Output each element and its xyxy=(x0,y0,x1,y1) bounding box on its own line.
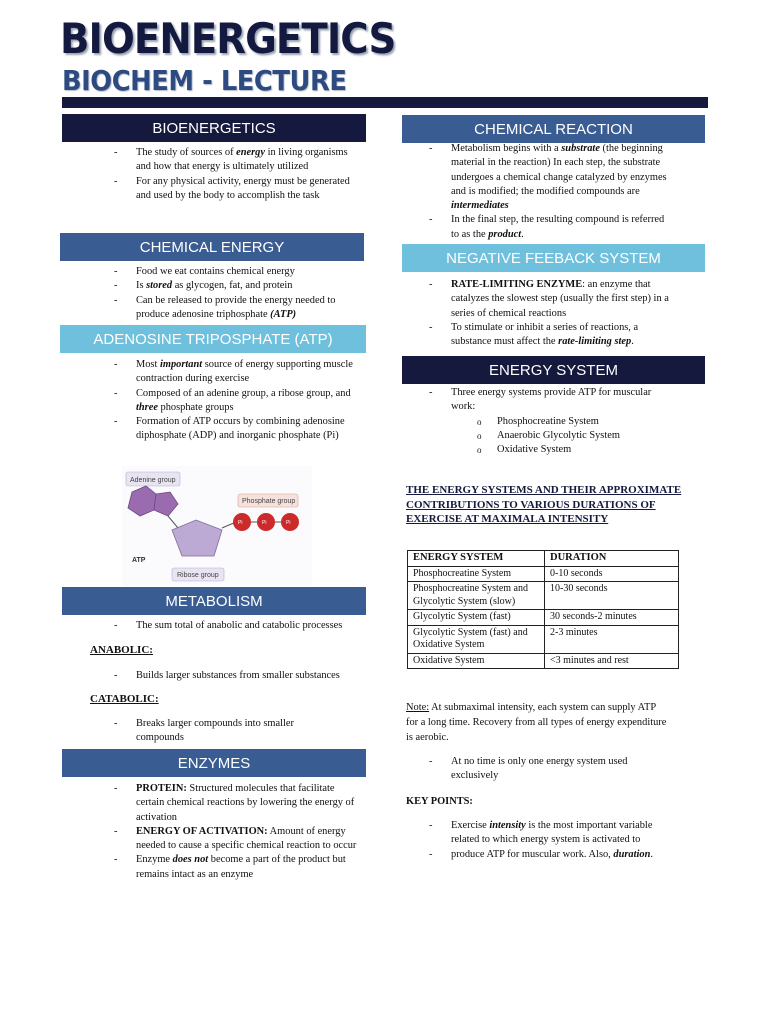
note-label: Note: xyxy=(406,702,430,713)
list-item: - Builds larger substances from smaller substances xyxy=(136,669,364,683)
list-item: - The study of sources of energy in living organisms and how that energy is ultimately utilized xyxy=(136,146,364,175)
list-item: - The sum total of anabolic and catabolic processes xyxy=(136,619,364,633)
list-item: - Breaks larger compounds into smaller compounds xyxy=(136,717,326,746)
list-item: - Is stored as glycogen, fat, and protein xyxy=(136,279,364,293)
list-item: - At no time is only one energy system used exclusively xyxy=(451,755,661,784)
phosphate-label: Phosphate group xyxy=(242,498,296,505)
list-item: - Three energy systems provide ATP for muscular work: o Phosphocreatine System o Anaerobic Glycolytic System o Oxidative System xyxy=(451,386,673,457)
sub-list-item: o Phosphocreatine System xyxy=(497,415,673,429)
list-item: - Food we eat contains chemical energy xyxy=(136,265,364,279)
list-item: - Exercise intensity is the most important variable related to which energy system is activated to xyxy=(451,819,683,848)
negative-feedback-header: NEGATIVE FEEBACK SYSTEM xyxy=(402,244,705,272)
atp-list xyxy=(136,358,364,444)
table-cell: 2-3 minutes xyxy=(545,625,679,653)
chemical-energy-list xyxy=(136,265,364,322)
table-row xyxy=(408,610,679,626)
document-title: BIOENERGETICS xyxy=(60,14,396,63)
chemical-reaction-header: CHEMICAL REACTION xyxy=(402,115,705,143)
column-header: ENERGY SYSTEM xyxy=(408,551,545,567)
anabolic-label: ANABOLIC: xyxy=(90,644,153,656)
list-item: - produce ATP for muscular work. Also, duration. xyxy=(451,848,683,862)
adenine-label: Adenine group xyxy=(130,477,176,484)
pi-label-3: Pi xyxy=(286,520,291,526)
chemical-reaction-list xyxy=(451,142,673,242)
metabolism-header: METABOLISM xyxy=(62,587,366,615)
table-row xyxy=(408,582,679,610)
table-cell: 30 seconds-2 minutes xyxy=(545,610,679,626)
note-list xyxy=(451,755,661,784)
table-cell: <3 minutes and rest xyxy=(545,653,679,669)
list-item: - PROTEIN: Structured molecules that facilitate certain chemical reactions by lowering the energy of activation xyxy=(136,782,364,825)
enzymes-header: ENZYMES xyxy=(62,749,366,777)
table-row xyxy=(408,566,679,582)
sub-list-item: o Oxidative System xyxy=(497,443,673,457)
bioenergetics-header: BIOENERGETICS xyxy=(62,114,366,142)
negative-feedback-list xyxy=(451,278,673,349)
list-item: - Enzyme does not become a part of the product but remains intact as an enzyme xyxy=(136,853,364,882)
atp-label: ATP xyxy=(132,557,146,564)
table-cell: Glycolytic System (fast) and Oxidative System xyxy=(408,625,545,653)
document-subtitle: BIOCHEM - LECTURE xyxy=(62,64,347,97)
atp-header: ADENOSINE TRIPOSPHATE (ATP) xyxy=(60,325,366,353)
list-item: - For any physical activity, energy must be generated and used by the body to accomplish the task xyxy=(136,175,364,204)
list-item: - Metabolism begins with a substrate (the beginning material in the reaction) In each step, the substrate undergoes a chemical change catalyzed by enzymes and is modified; the modified compounds are intermediates xyxy=(451,142,673,213)
key-points-label: KEY POINTS: xyxy=(406,796,473,807)
column-header: DURATION xyxy=(545,551,679,567)
list-item: - Most important source of energy supporting muscle contraction during exercise xyxy=(136,358,364,387)
sub-list-item: o Anaerobic Glycolytic System xyxy=(497,429,673,443)
list-item: - Composed of an adenine group, a ribose group, and three phosphate groups xyxy=(136,387,364,416)
list-item: - To stimulate or inhibit a series of reactions, a substance must affect the rate-limiting step. xyxy=(451,321,673,350)
list-item: - Can be released to provide the energy needed to produce adenosine triphosphate (ATP) xyxy=(136,294,364,323)
pi-label-2: Pi xyxy=(262,520,267,526)
metabolism-list xyxy=(136,619,364,633)
energy-system-list xyxy=(451,386,673,457)
bioenergetics-list xyxy=(136,146,364,203)
table-header-row xyxy=(408,551,679,567)
catabolic-label: CATABOLIC: xyxy=(90,693,159,705)
table-cell: Phosphocreatine System xyxy=(408,566,545,582)
list-item: - Formation of ATP occurs by combining adenosine diphosphate (ADP) and inorganic phosphate (Pi) xyxy=(136,415,364,444)
table-cell: Oxidative System xyxy=(408,653,545,669)
table-cell: Phosphocreatine System and Glycolytic System (slow) xyxy=(408,582,545,610)
chemical-energy-header: CHEMICAL ENERGY xyxy=(60,233,364,261)
atp-molecule-figure xyxy=(122,466,312,586)
pi-label-1: Pi xyxy=(238,520,243,526)
energy-system-sublist xyxy=(497,415,673,458)
list-item: - In the final step, the resulting compound is referred to as the product. xyxy=(451,213,673,242)
key-points-list xyxy=(451,819,683,862)
enzymes-list xyxy=(136,782,364,882)
ribose-label: Ribose group xyxy=(177,572,219,579)
table-row xyxy=(408,625,679,653)
table-title: THE ENERGY SYSTEMS AND THEIR APPROXIMATE CONTRIBUTIONS TO VARIOUS DURATIONS OF EXERCISE AT MAXIMALA INTENSITY xyxy=(406,484,682,525)
catabolic-list xyxy=(136,717,326,746)
title-rule xyxy=(62,97,708,108)
energy-systems-table xyxy=(407,550,679,669)
table-cell: Glycolytic System (fast) xyxy=(408,610,545,626)
list-item: - ENERGY OF ACTIVATION: Amount of energy needed to cause a specific chemical reaction to occur xyxy=(136,825,364,854)
table-cell: 0-10 seconds xyxy=(545,566,679,582)
list-item: - RATE-LIMITING ENZYME: an enzyme that catalyzes the slowest step (usually the first step) in a series of chemical reactions xyxy=(451,278,673,321)
anabolic-list xyxy=(136,669,364,683)
table-row xyxy=(408,653,679,669)
table-cell: 10-30 seconds xyxy=(545,582,679,610)
energy-system-header: ENERGY SYSTEM xyxy=(402,356,705,384)
note-paragraph: Note: At submaximal intensity, each system can supply ATP for a long time. Recovery from all types of energy expenditure is aerobic. xyxy=(406,702,667,743)
